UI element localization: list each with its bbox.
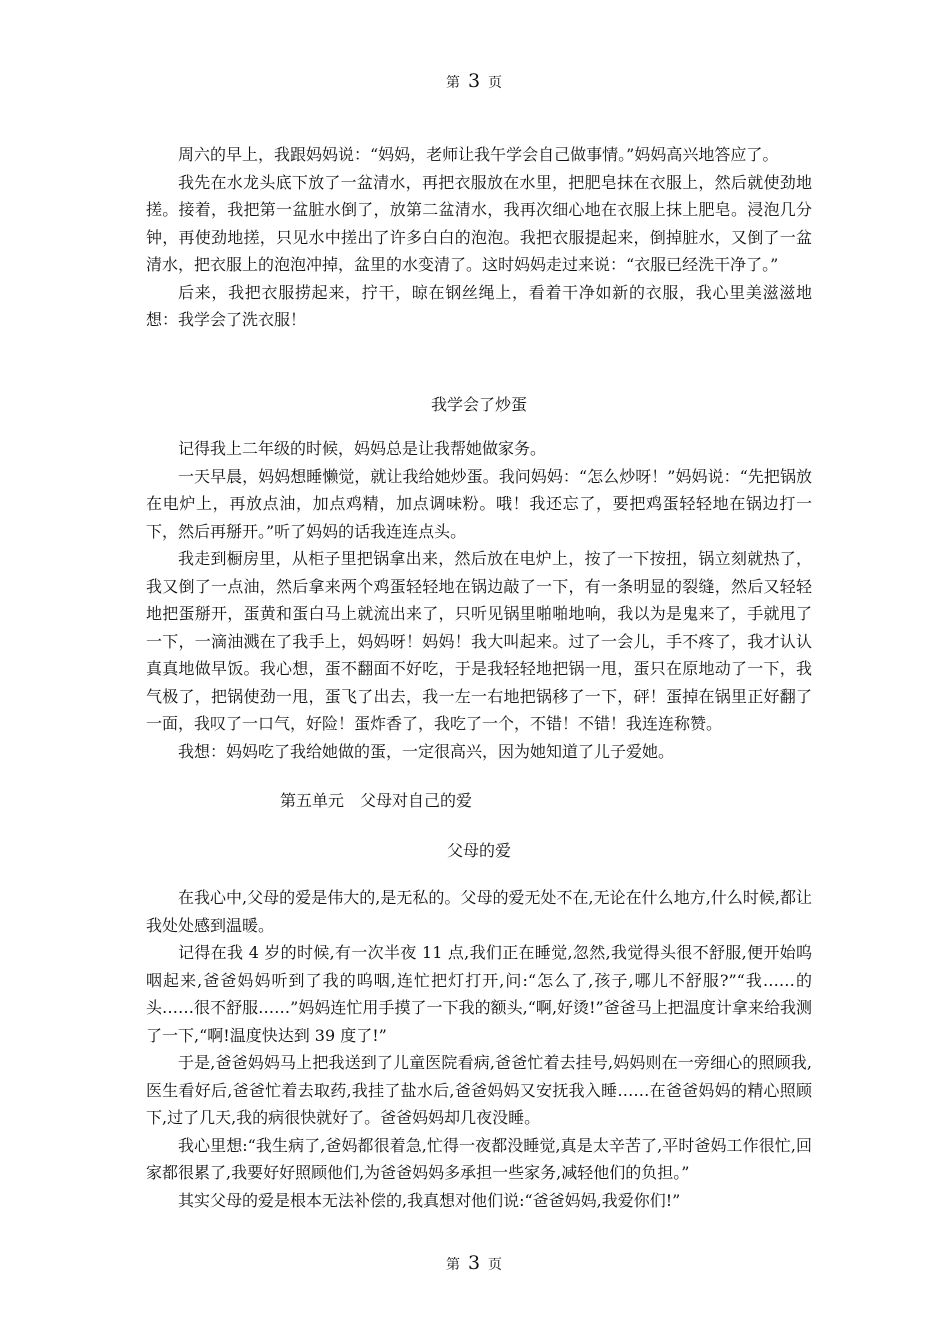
page-prefix: 第 — [445, 1257, 462, 1273]
paragraph: 其实父母的爱是根本无法补偿的,我真想对他们说:“爸爸妈妈,我爱你们!” — [178, 1190, 681, 1210]
paragraph: 在我心中,父母的爱是伟大的,是无私的。父母的爱无处不在,无论在什么地方,什么时候,都让我处处感到温暖。 — [146, 888, 812, 935]
page-header-number — [0, 70, 950, 92]
page-suffix: 页 — [488, 1257, 505, 1273]
unit-heading: 第五单元 父母对自己的爱 — [280, 791, 473, 810]
paragraph: 我想：妈妈吃了我给她做的蛋，一定很高兴，因为她知道了儿子爱她。 — [178, 741, 675, 761]
document-body — [146, 141, 812, 1214]
paragraph: 我先在水龙头底下放了一盆清水，再把衣服放在水里，把肥皂抹在衣服上，然后就使劲地搓。接着，我把第一盆脏水倒了，放第二盆清水，我再次细心地在衣服上抹上肥皂。浸泡几分钟，再使劲地搓，只见水中搓出了许多白白的泡泡。我把衣服提起来，倒掉脏水，又倒了一盆清水，把衣服上的泡泡冲掉，盆里的水变清了。这时妈妈走过来说：“衣服已经洗干净了。” — [146, 172, 812, 274]
essay-title-egg: 我学会了炒蛋 — [430, 394, 527, 414]
paragraph: 一天早晨，妈妈想睡懒觉，就让我给她炒蛋。我问妈妈：“怎么炒呀！”妈妈说：“先把锅放在电炉上，再放点油，加点鸡精，加点调味粉。哦！我还忘了，要把鸡蛋轻轻地在锅边打一下，然后再掰开。”听了妈妈的话我连连点头。 — [146, 466, 812, 541]
paragraph: 后来，我把衣服捞起来，拧干，晾在钢丝绳上，看着干净如新的衣服，我心里美滋滋地想：我学会了洗衣服！ — [146, 282, 812, 329]
paragraph: 我走到橱房里，从柜子里把锅拿出来，然后放在电炉上，按了一下按扭，锅立刻就热了，我又倒了一点油，然后拿来两个鸡蛋轻轻地在锅边敲了一下，有一条明显的裂缝，然后又轻轻地把蛋掰开，蛋黄和蛋白马上就流出来了，只听见锅里啪啪地响，我以为是鬼来了，手就甩了一下，一滴油溅在了我手上，妈妈呀！妈妈！我大叫起来。过了一会儿，手不疼了，我才认认真真地做早饭。我心想，蛋不翻面不好吃，于是我轻轻地把锅一甩，蛋只在原地动了一下，我气极了，把锅使劲一甩，蛋飞了出去，我一左一右地把锅移了一下，砰！蛋掉在锅里正好翻了一面，我叹了一口气，好险！蛋炸香了，我吃了一个，不错！不错！我连连称赞。 — [146, 549, 812, 733]
paragraph: 我心里想:“我生病了,爸妈都很着急,忙得一夜都没睡觉,真是太辛苦了,平时爸妈工作很忙,回家都很累了,我要好好照顾他们,为爸爸妈妈多承担一些家务,减轻他们的负担。” — [146, 1135, 812, 1182]
paragraph: 周六的早上，我跟妈妈说：“妈妈，老师让我午学会自己做事情。”妈妈高兴地答应了。 — [178, 145, 779, 164]
paragraph: 记得在我 4 岁的时候,有一次半夜 11 点,我们正在睡觉,忽然,我觉得头很不舒服,便开始呜咽起来,爸爸妈妈听到了我的呜咽,连忙把灯打开,问:“怎么了,孩子,哪儿不舒服?”“我……的头……很不舒服……”妈妈连忙用手摸了一下我的额头,“啊,好烫!”爸爸马上把温度计拿来给我测了一下,“啊!温度快达到 39 度了!” — [146, 943, 812, 1045]
page-number: 3 — [467, 70, 483, 92]
paragraph: 于是,爸爸妈妈马上把我送到了儿童医院看病,爸爸忙着去挂号,妈妈则在一旁细心的照顾我,医生看好后,爸爸忙着去取药,我挂了盐水后,爸爸妈妈又安抚我入睡……在爸爸妈妈的精心照顾下,过了几天,我的病很快就好了。爸爸妈妈却几夜没睡。 — [146, 1053, 812, 1127]
paragraph: 记得我上二年级的时候，妈妈总是让我帮她做家务。 — [178, 439, 547, 458]
essay-title-love: 父母的爱 — [446, 840, 511, 860]
essay-love — [146, 884, 812, 1214]
page-suffix: 页 — [488, 75, 505, 91]
essay-egg — [146, 435, 812, 765]
page-footer-number — [0, 1252, 950, 1274]
essay-laundry — [146, 141, 812, 334]
page-prefix: 第 — [445, 75, 462, 91]
page-number: 3 — [467, 1252, 483, 1274]
